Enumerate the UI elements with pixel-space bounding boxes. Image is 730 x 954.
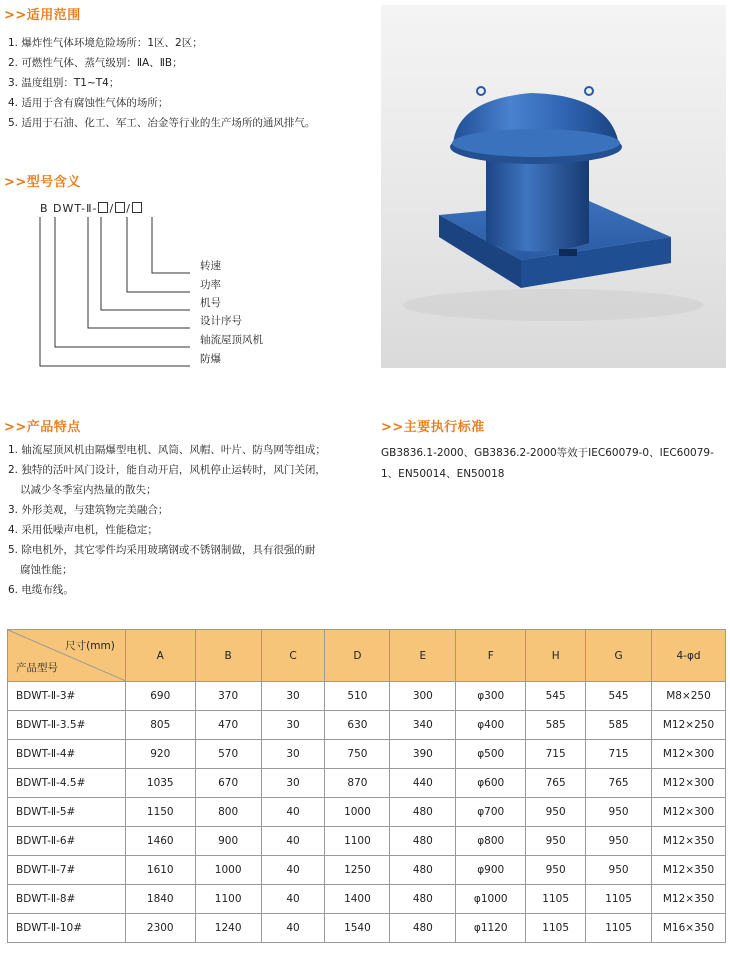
feature-item	[8, 540, 326, 580]
model-cell: BDWT-Ⅱ-3.5#	[8, 711, 126, 740]
table-row	[8, 885, 726, 914]
value-cell: 40	[261, 856, 325, 885]
value-cell: 480	[390, 856, 456, 885]
value-cell: M16×350	[652, 914, 726, 943]
corner-model-label: 产品型号	[16, 662, 58, 674]
code-slash-1: /	[109, 202, 115, 215]
value-cell: 1460	[125, 827, 195, 856]
value-cell: 920	[125, 740, 195, 769]
table-row	[8, 798, 726, 827]
table-row	[8, 769, 726, 798]
value-cell: 40	[261, 827, 325, 856]
feature-line: 6. 电缆布线。	[8, 584, 74, 596]
standards-text: GB3836.1-2000、GB3836.2-2000等效于IEC60079-0、IEC60079-1、EN50014、EN50018	[381, 447, 714, 480]
value-cell: 30	[261, 682, 325, 711]
value-cell: 340	[390, 711, 456, 740]
value-cell: M12×350	[652, 856, 726, 885]
value-cell: 545	[526, 682, 586, 711]
feature-item	[8, 580, 326, 600]
scope-item: 5. 适用于石油、化工、军工、冶金等行业的生产场所的通风排气。	[8, 117, 316, 129]
scope-list	[8, 33, 315, 133]
value-cell: φ700	[456, 798, 526, 827]
spec-body	[8, 682, 726, 943]
scope-item: 1. 爆炸性气体环境危险场所：1区、2区；	[8, 37, 203, 49]
spec-header-row	[8, 630, 726, 682]
value-cell: 1035	[125, 769, 195, 798]
value-cell: 950	[586, 798, 652, 827]
value-cell: 950	[526, 798, 586, 827]
code-b: B	[40, 202, 49, 215]
column-header: 4-φd	[652, 630, 726, 682]
value-cell: M12×300	[652, 798, 726, 827]
value-cell: φ600	[456, 769, 526, 798]
table-row	[8, 740, 726, 769]
model-cell: BDWT-Ⅱ-7#	[8, 856, 126, 885]
value-cell: 585	[526, 711, 586, 740]
value-cell: 2300	[125, 914, 195, 943]
column-header: D	[325, 630, 390, 682]
features-list	[8, 440, 326, 600]
roof-fan-illustration	[381, 5, 726, 368]
spec-table	[7, 629, 726, 943]
feature-item	[8, 520, 326, 540]
value-cell: 765	[586, 769, 652, 798]
feature-item	[8, 440, 326, 460]
value-cell: φ500	[456, 740, 526, 769]
model-label: 机号	[200, 297, 221, 309]
value-cell: 715	[526, 740, 586, 769]
table-row	[8, 682, 726, 711]
value-cell: M12×250	[652, 711, 726, 740]
model-cell: BDWT-Ⅱ-3#	[8, 682, 126, 711]
value-cell: 950	[526, 827, 586, 856]
column-header: G	[586, 630, 652, 682]
feature-line: 2. 独特的活叶风门设计，能自动开启，风机停止运转时，风门关闭，	[8, 464, 326, 476]
model-cell: BDWT-Ⅱ-10#	[8, 914, 126, 943]
value-cell: 1250	[325, 856, 390, 885]
value-cell: 1610	[125, 856, 195, 885]
value-cell: 545	[586, 682, 652, 711]
model-label: 转速	[200, 260, 221, 272]
value-cell: M12×350	[652, 885, 726, 914]
value-cell: 1105	[586, 914, 652, 943]
model-label: 功率	[200, 279, 221, 291]
value-cell: 40	[261, 885, 325, 914]
feature-line-continued: 以减少冬季室内热量的散失；	[20, 484, 157, 496]
value-cell: 765	[526, 769, 586, 798]
value-cell: φ1120	[456, 914, 526, 943]
code-dwt: DWT	[53, 202, 82, 215]
feature-line: 5. 除电机外，其它零件均采用玻璃钢或不锈钢制做，具有很强的耐	[8, 544, 316, 556]
value-cell: 30	[261, 711, 325, 740]
table-row	[8, 856, 726, 885]
value-cell: 1100	[325, 827, 390, 856]
value-cell: 715	[586, 740, 652, 769]
scope-item: 3. 温度组别：T1~T4；	[8, 77, 120, 89]
value-cell: M12×300	[652, 740, 726, 769]
value-cell: 480	[390, 798, 456, 827]
value-cell: 950	[586, 856, 652, 885]
value-cell: 1000	[325, 798, 390, 827]
value-cell: 1000	[195, 856, 261, 885]
feature-line-continued: 腐蚀性能；	[20, 564, 73, 576]
value-cell: 480	[390, 885, 456, 914]
value-cell: 900	[195, 827, 261, 856]
value-cell: 870	[325, 769, 390, 798]
feature-line: 1. 轴流屋顶风机由隔爆型电机、风筒、风帽、叶片、防鸟网等组成；	[8, 444, 326, 456]
value-cell: 40	[261, 798, 325, 827]
value-cell: 40	[261, 914, 325, 943]
scope-item: 4. 适用于含有腐蚀性气体的场所；	[8, 97, 169, 109]
value-cell: 585	[586, 711, 652, 740]
value-cell: 570	[195, 740, 261, 769]
value-cell: 630	[325, 711, 390, 740]
scope-title: >>适用范围	[4, 8, 81, 23]
value-cell: 950	[586, 827, 652, 856]
model-cell: BDWT-Ⅱ-4#	[8, 740, 126, 769]
value-cell: 480	[390, 914, 456, 943]
value-cell: 1400	[325, 885, 390, 914]
model-label: 轴流屋顶风机	[200, 334, 263, 346]
table-row	[8, 914, 726, 943]
corner-dim-label: 尺寸(mm)	[65, 640, 115, 652]
code-seq: -Ⅱ-	[81, 202, 98, 215]
scope-item: 2. 可燃性气体、蒸气级别：ⅡA、ⅡB；	[8, 57, 183, 69]
column-header: F	[456, 630, 526, 682]
value-cell: 1150	[125, 798, 195, 827]
product-photo	[381, 5, 726, 368]
value-cell: 1105	[586, 885, 652, 914]
value-cell: 805	[125, 711, 195, 740]
value-cell: 1540	[325, 914, 390, 943]
value-cell: 370	[195, 682, 261, 711]
feature-item	[8, 460, 326, 500]
value-cell: 1105	[526, 885, 586, 914]
value-cell: 1105	[526, 914, 586, 943]
features-title: >>产品特点	[4, 420, 81, 435]
corner-cell	[8, 630, 126, 682]
table-row	[8, 827, 726, 856]
model-cell: BDWT-Ⅱ-4.5#	[8, 769, 126, 798]
model-cell: BDWT-Ⅱ-8#	[8, 885, 126, 914]
value-cell: 440	[390, 769, 456, 798]
table-row	[8, 711, 726, 740]
feature-item	[8, 500, 326, 520]
column-header: B	[195, 630, 261, 682]
value-cell: φ900	[456, 856, 526, 885]
column-header: E	[390, 630, 456, 682]
code-slash-2: /	[126, 202, 131, 215]
value-cell: 750	[325, 740, 390, 769]
feature-line: 4. 采用低噪声电机，性能稳定；	[8, 524, 158, 536]
model-diagram-lines	[0, 200, 200, 375]
model-label: 防爆	[200, 353, 221, 365]
feature-line: 3. 外形美观，与建筑物完美融合；	[8, 504, 169, 516]
value-cell: 950	[526, 856, 586, 885]
model-cell: BDWT-Ⅱ-6#	[8, 827, 126, 856]
value-cell: φ800	[456, 827, 526, 856]
value-cell: 1840	[125, 885, 195, 914]
value-cell: M8×250	[652, 682, 726, 711]
standards-title: >>主要执行标准	[381, 420, 485, 435]
value-cell: M12×300	[652, 769, 726, 798]
value-cell: 390	[390, 740, 456, 769]
model-label: 设计序号	[200, 315, 242, 327]
value-cell: 1100	[195, 885, 261, 914]
model-cell: BDWT-Ⅱ-5#	[8, 798, 126, 827]
value-cell: 800	[195, 798, 261, 827]
column-header: A	[125, 630, 195, 682]
value-cell: 690	[125, 682, 195, 711]
value-cell: 300	[390, 682, 456, 711]
column-header: C	[261, 630, 325, 682]
value-cell: 470	[195, 711, 261, 740]
value-cell: M12×350	[652, 827, 726, 856]
value-cell: 1240	[195, 914, 261, 943]
model-title: >>型号含义	[4, 175, 81, 190]
value-cell: φ300	[456, 682, 526, 711]
value-cell: 30	[261, 740, 325, 769]
value-cell: φ400	[456, 711, 526, 740]
value-cell: 30	[261, 769, 325, 798]
value-cell: 510	[325, 682, 390, 711]
value-cell: 670	[195, 769, 261, 798]
value-cell: φ1000	[456, 885, 526, 914]
column-header: H	[526, 630, 586, 682]
value-cell: 480	[390, 827, 456, 856]
